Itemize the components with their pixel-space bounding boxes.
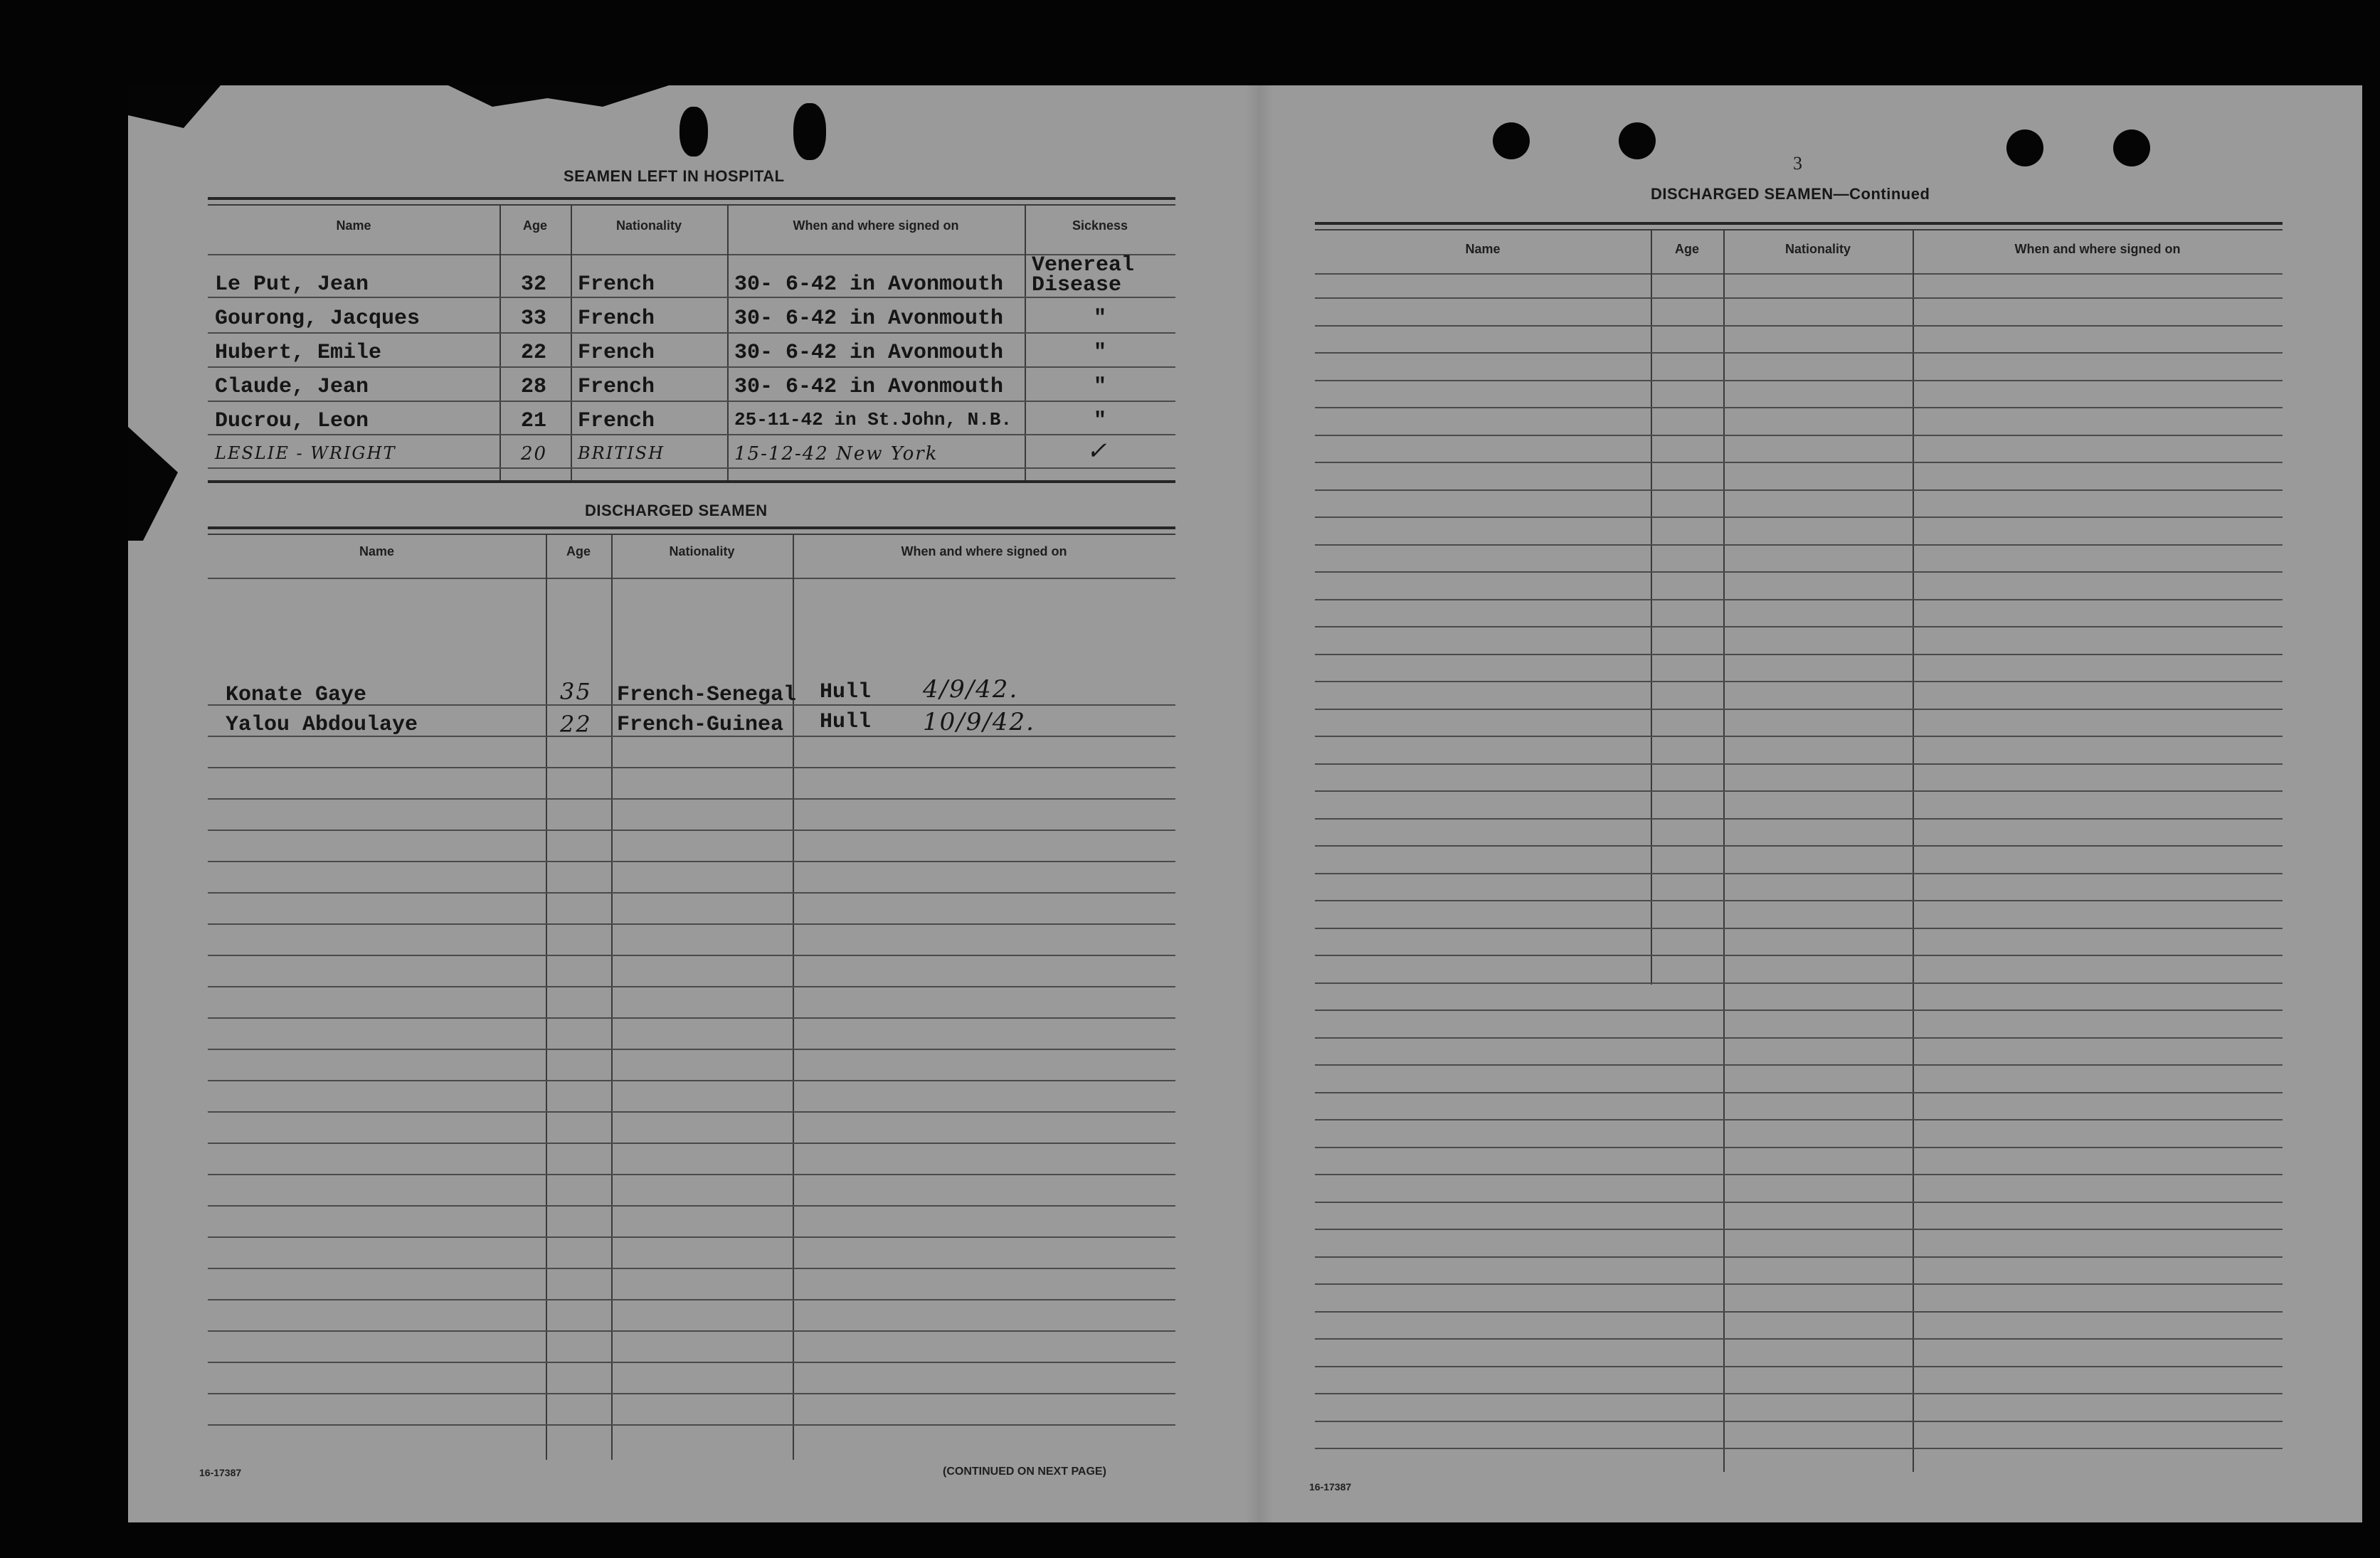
hospital-row-name: Hubert, Emile <box>215 341 382 365</box>
form-rule-line <box>1315 790 2283 792</box>
discharged-row-name: Konate Gaye <box>226 683 367 707</box>
hospital-row-sickness: " <box>1094 375 1107 399</box>
form-rule-line <box>1315 1147 2283 1148</box>
form-rule-line <box>1315 325 2283 327</box>
form-rule-line <box>1315 407 2283 408</box>
form-rule-line <box>1315 462 2283 463</box>
punch-hole <box>2006 129 2043 166</box>
form-rule-line <box>208 923 1175 925</box>
form-rule-line <box>208 892 1175 894</box>
paper-tear <box>128 427 178 541</box>
punch-hole <box>1493 122 1530 159</box>
form-rule-line <box>208 1362 1175 1363</box>
punch-hole <box>1619 122 1656 159</box>
form-rule-line <box>208 1017 1175 1019</box>
hospital-row-nationality: French <box>578 307 655 331</box>
hospital-title: SEAMEN LEFT IN HOSPITAL <box>564 167 785 185</box>
discharged-continued-title: DISCHARGED SEAMEN—Continued <box>1651 185 1930 203</box>
col-header-sickness: Sickness <box>1072 218 1128 233</box>
form-rule-line <box>208 1236 1175 1238</box>
form-rule-line <box>1315 1448 2283 1449</box>
form-rule-line <box>1315 599 2283 600</box>
form-rule-line <box>1315 1366 2283 1367</box>
page-number: 3 <box>1793 153 1802 174</box>
hospital-row-sickness: " <box>1094 341 1107 365</box>
form-rule-line <box>1315 1229 2283 1230</box>
hospital-row-sickness: " <box>1094 307 1107 331</box>
discharged-title: DISCHARGED SEAMEN <box>585 502 768 519</box>
hospital-row-signed-on: 30- 6-42 in Avonmouth <box>734 307 1004 331</box>
col-header-nationality: Nationality <box>615 218 682 233</box>
col-header-age: Age <box>522 218 547 233</box>
form-rule-line <box>208 1143 1175 1144</box>
form-rule-line <box>208 1049 1175 1050</box>
form-rule-line <box>1315 1119 2283 1120</box>
form-rule-line <box>1315 1393 2283 1394</box>
discharged-row-nationality: French-Senegal <box>617 683 797 707</box>
form-rule-line <box>1315 681 2283 682</box>
form-rule-line <box>1315 928 2283 929</box>
form-rule-line <box>208 986 1175 987</box>
hospital-row-sickness: Venereal Disease <box>1032 253 1135 297</box>
hospital-row-signed-on: 25-11-42 in St.John, N.B. <box>734 409 1012 430</box>
document-sheet <box>128 85 2362 1522</box>
discharged-row-place: Hull <box>820 710 872 734</box>
form-rule-line <box>1315 1283 2283 1285</box>
col-header-signed-on: When and where signed on <box>2014 242 2181 256</box>
punch-hole <box>2113 129 2150 166</box>
hospital-row-age: 28 <box>521 375 547 399</box>
col-header-signed-on: When and where signed on <box>793 218 959 233</box>
paper-tear <box>128 85 221 128</box>
col-header-age: Age <box>566 544 591 558</box>
form-rule-line <box>1315 982 2283 984</box>
form-rule-line <box>208 861 1175 862</box>
hospital-row-nationality: French <box>578 375 655 399</box>
hospital-row-name: LESLIE - WRIGHT <box>215 443 396 463</box>
form-rule-line <box>1315 1009 2283 1011</box>
form-rule-line <box>1315 1174 2283 1175</box>
form-rule-line <box>1315 900 2283 901</box>
form-rule-line <box>208 767 1175 768</box>
discharged-continued-table <box>1315 222 2283 1474</box>
form-rule-line <box>1315 489 2283 491</box>
hospital-row-signed-on: 15-12-42 New York <box>734 443 938 465</box>
punch-hole <box>679 107 708 157</box>
form-rule-line <box>1315 352 2283 354</box>
form-rule-line <box>1315 873 2283 874</box>
form-number: 16-17387 <box>199 1467 242 1478</box>
col-header-signed-on: When and where signed on <box>901 544 1067 558</box>
form-rule-line <box>1315 1202 2283 1203</box>
hospital-row-name: Claude, Jean <box>215 375 369 399</box>
hospital-row-name: Le Put, Jean <box>215 272 369 297</box>
form-rule-line <box>1315 435 2283 436</box>
hospital-row-sickness: ✓ <box>1086 437 1109 465</box>
form-rule-line <box>208 1205 1175 1207</box>
form-rule-line <box>208 1268 1175 1269</box>
form-rule-line <box>1315 1092 2283 1093</box>
hospital-table <box>208 197 1175 484</box>
discharged-row-date: 10/9/42. <box>923 708 1035 736</box>
hospital-row-nationality: BRITISH <box>578 443 665 463</box>
discharged-row-nationality: French-Guinea <box>617 713 784 737</box>
paper-tear <box>448 85 669 107</box>
form-rule-line <box>1315 818 2283 820</box>
hospital-row-sickness: " <box>1094 409 1107 433</box>
form-rule-line <box>1315 544 2283 546</box>
hospital-row-age: 32 <box>521 272 547 297</box>
discharged-row-age: 22 <box>560 711 592 738</box>
hospital-row-age: 22 <box>521 341 547 365</box>
form-rule-line <box>208 1111 1175 1113</box>
hospital-row-age: 21 <box>521 409 547 433</box>
form-rule-line <box>208 798 1175 800</box>
form-rule-line <box>1315 1311 2283 1313</box>
form-rule-line <box>1315 845 2283 847</box>
discharged-row-place: Hull <box>820 680 872 704</box>
hospital-row-age: 20 <box>521 443 548 465</box>
form-rule-line <box>1315 1064 2283 1066</box>
hospital-row-name: Gourong, Jacques <box>215 307 421 331</box>
form-rule-line <box>1315 626 2283 627</box>
form-rule-line <box>1315 654 2283 655</box>
col-header-name: Name <box>336 218 371 233</box>
col-header-name: Name <box>1465 242 1501 256</box>
hospital-row-signed-on: 30- 6-42 in Avonmouth <box>734 272 1004 297</box>
hospital-row-nationality: French <box>578 409 655 433</box>
form-rule-line <box>1315 1338 2283 1340</box>
form-rule-line <box>1315 1421 2283 1422</box>
form-rule-line <box>208 1080 1175 1081</box>
form-rule-line <box>1315 763 2283 765</box>
form-rule-line <box>1315 571 2283 573</box>
form-number: 16-17387 <box>1309 1481 1352 1493</box>
form-rule-line <box>208 830 1175 831</box>
form-rule-line <box>208 1424 1175 1426</box>
punch-hole <box>793 103 826 160</box>
form-rule-line <box>1315 1037 2283 1039</box>
form-rule-line <box>1315 297 2283 299</box>
form-rule-line <box>208 1330 1175 1332</box>
form-rule-line <box>1315 709 2283 710</box>
hospital-row-nationality: French <box>578 272 655 297</box>
hospital-row-nationality: French <box>578 341 655 365</box>
form-rule-line <box>208 1393 1175 1394</box>
form-rule-line <box>208 955 1175 956</box>
discharged-row-age: 35 <box>560 678 592 705</box>
discharged-table <box>208 526 1175 1466</box>
discharged-row-date: 4/9/42. <box>923 675 1019 704</box>
form-rule-line <box>1315 516 2283 518</box>
col-header-age: Age <box>1674 242 1699 256</box>
col-header-name: Name <box>359 544 395 558</box>
col-header-nationality: Nationality <box>669 544 735 558</box>
hospital-row-signed-on: 30- 6-42 in Avonmouth <box>734 341 1004 365</box>
form-rule-line <box>1315 736 2283 737</box>
form-rule-line <box>1315 1256 2283 1258</box>
hospital-row-name: Ducrou, Leon <box>215 409 369 433</box>
hospital-row-signed-on: 30- 6-42 in Avonmouth <box>734 375 1004 399</box>
col-header-nationality: Nationality <box>1784 242 1851 256</box>
form-rule-line <box>1315 955 2283 956</box>
form-rule-line <box>208 1299 1175 1300</box>
hospital-row-age: 33 <box>521 307 547 331</box>
form-rule-line <box>1315 380 2283 381</box>
form-rule-line <box>208 1174 1175 1175</box>
continued-note: (CONTINUED ON NEXT PAGE) <box>943 1466 1106 1478</box>
discharged-row-name: Yalou Abdoulaye <box>226 713 418 737</box>
